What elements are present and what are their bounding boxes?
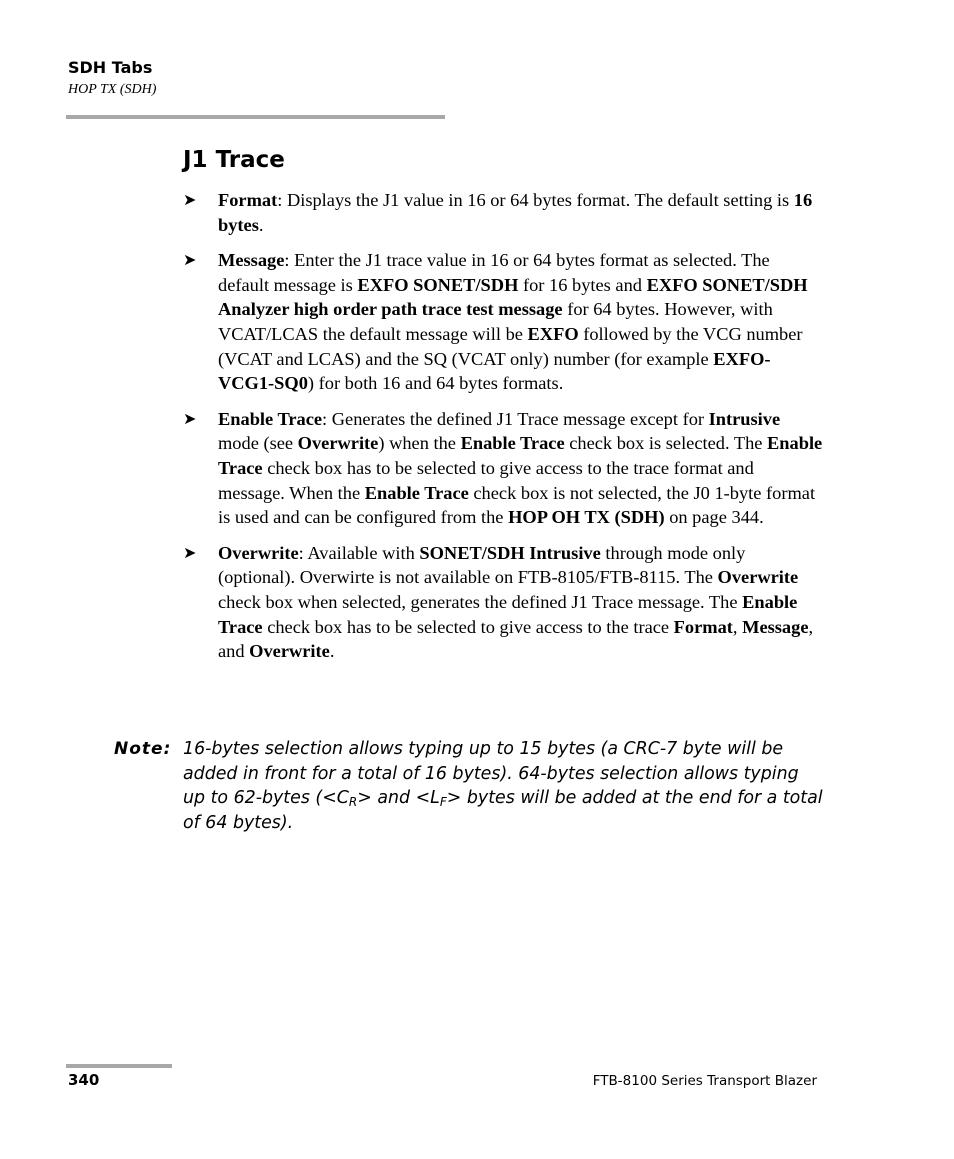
arrow-bullet-icon: ➤	[183, 252, 197, 270]
list-item-overwrite: ➤ Overwrite: Available with SONET/SDH Intrusive through mode only (optional). Overwirte is not available on FTB-8105/FTB-8115. The Overwrite check box when selected, generates the defined J1 Trace message. The Enable Trace check box has to be selected to give access to the trace Format, Message, and Overwrite.	[183, 542, 814, 662]
list-item-enable-trace: ➤ Enable Trace: Generates the defined J1 Trace message except for Intrusive mode (see Overwrite) when the Enable Trace check box is selected. The Enable Trace check box has to be selected to give access to the trace format and message. When the Enable Trace check box is not selected, the J0 1-byte format is used and can be configured from the HOP OH TX (SDH) on page 344.	[183, 408, 823, 528]
running-header	[68, 58, 156, 100]
note-block	[114, 737, 824, 835]
note-text: 16-bytes selection allows typing up to 15 bytes (a CRC-7 byte will be added in front for a total of 16 bytes). 64-bytes selection allows typing up to 62-bytes ($<C_R>$ and $<L_F>$ bytes will be added at the end for a total of 64 bytes).	[183, 739, 823, 833]
arrow-bullet-icon: ➤	[183, 410, 197, 428]
term-message: Message	[218, 250, 285, 271]
term-overwrite: Overwrite	[218, 542, 299, 563]
arrow-bullet-icon: ➤	[183, 544, 197, 562]
note-label: Note:	[114, 739, 172, 759]
bullet-list	[183, 188, 823, 675]
term-enable-trace: Enable Trace	[218, 408, 323, 429]
page-number: 340	[68, 1071, 100, 1089]
header-divider	[66, 115, 445, 119]
footer-divider	[66, 1064, 172, 1068]
arrow-bullet-icon: ➤	[183, 192, 197, 209]
section-title: SDH Tabs	[68, 58, 153, 77]
list-item-message: ➤ Message: Enter the J1 trace value in 16 or 64 bytes format as selected. The default message is EXFO SONET/SDH for 16 bytes and EXFO SONET/SDH Analyzer high order path trace test message for 64 bytes. However, with VCAT/LCAS the default message will be EXFO followed by the VCG number (VCAT and LCAS) and the SQ (VCAT only) number (for example EXFO-VCG1-SQ0) for both 16 and 64 bytes formats.	[183, 250, 808, 394]
list-item-format: ➤ Format: Displays the J1 value in 16 or 64 bytes format. The default setting is 16 bytes.	[183, 190, 813, 235]
page-heading: J1 Trace	[183, 147, 285, 173]
term-format: Format	[218, 190, 278, 210]
cross-reference-link[interactable]: HOP OH TX (SDH)	[508, 507, 665, 528]
document-title: FTB-8100 Series Transport Blazer	[592, 1073, 817, 1089]
section-subtitle: HOP TX (SDH)	[68, 82, 157, 97]
